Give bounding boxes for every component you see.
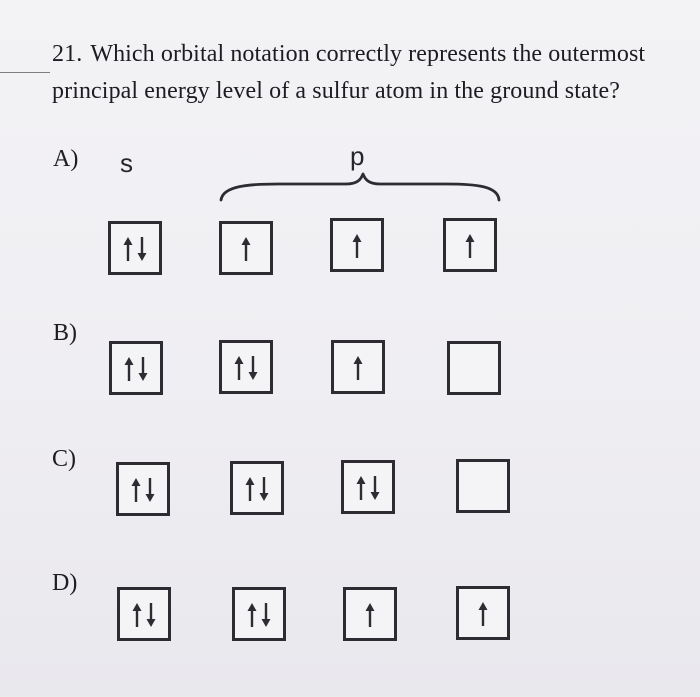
electron-arrows [111,224,159,272]
electron-arrows [459,462,507,510]
spin-up-arrow-icon [366,603,375,627]
spin-up-arrow-icon [124,237,133,261]
electron-arrows [346,590,394,638]
p-sublevel-brace [218,172,502,202]
spin-up-arrow-icon [466,234,475,258]
choice-a-label: A) [53,146,79,172]
choice-a-p3-orbital [443,218,497,272]
spin-down-arrow-icon [249,356,258,380]
choice-c-p2-orbital [341,460,395,514]
electron-arrows [344,463,392,511]
choice-d-label: D) [52,570,78,596]
spin-down-arrow-icon [147,603,156,627]
choice-b-s-orbital [109,341,163,395]
electron-arrows [112,344,160,392]
question-number: 21. [52,41,83,67]
choice-b-label: B) [53,320,77,346]
spin-up-arrow-icon [354,356,363,380]
spin-down-arrow-icon [139,357,148,381]
question-text-block [52,36,662,110]
spin-up-arrow-icon [133,603,142,627]
choice-c-s-orbital [116,462,170,516]
choice-c-p1-orbital [230,461,284,515]
p-sublevel-label: p [350,141,365,171]
electron-arrows [446,221,494,269]
choice-d-p2-orbital [343,587,397,641]
electron-arrows [233,464,281,512]
spin-up-arrow-icon [479,602,488,626]
electron-arrows [334,343,382,391]
spin-up-arrow-icon [235,356,244,380]
choice-b-p1-orbital [219,340,273,394]
spin-up-arrow-icon [246,477,255,501]
choice-b-p2-orbital [331,340,385,394]
choice-d-p1-orbital [232,587,286,641]
electron-arrows [235,590,283,638]
answer-blank-line [0,72,50,73]
electron-arrows [120,590,168,638]
spin-up-arrow-icon [357,476,366,500]
electron-arrows [222,224,270,272]
choice-c-label: C) [52,446,76,472]
choice-c-p3-orbital [456,459,510,513]
electron-arrows [459,589,507,637]
electron-arrows [119,465,167,513]
choice-b-p3-orbital [447,341,501,395]
spin-down-arrow-icon [146,478,155,502]
choice-d-p3-orbital [456,586,510,640]
s-sublevel-label: s [120,148,133,178]
spin-up-arrow-icon [125,357,134,381]
spin-up-arrow-icon [132,478,141,502]
choice-d-s-orbital [117,587,171,641]
spin-down-arrow-icon [371,476,380,500]
electron-arrows [450,344,498,392]
spin-down-arrow-icon [138,237,147,261]
spin-down-arrow-icon [262,603,271,627]
choice-a-s-orbital [108,221,162,275]
question-stem: Which orbital notation correctly represents the outermost principal energy level of a sulfur atom in the ground state? [52,41,646,104]
electron-arrows [333,221,381,269]
spin-up-arrow-icon [242,237,251,261]
choice-a-p1-orbital [219,221,273,275]
choice-a-p2-orbital [330,218,384,272]
spin-up-arrow-icon [353,234,362,258]
electron-arrows [222,343,270,391]
spin-down-arrow-icon [260,477,269,501]
spin-up-arrow-icon [248,603,257,627]
